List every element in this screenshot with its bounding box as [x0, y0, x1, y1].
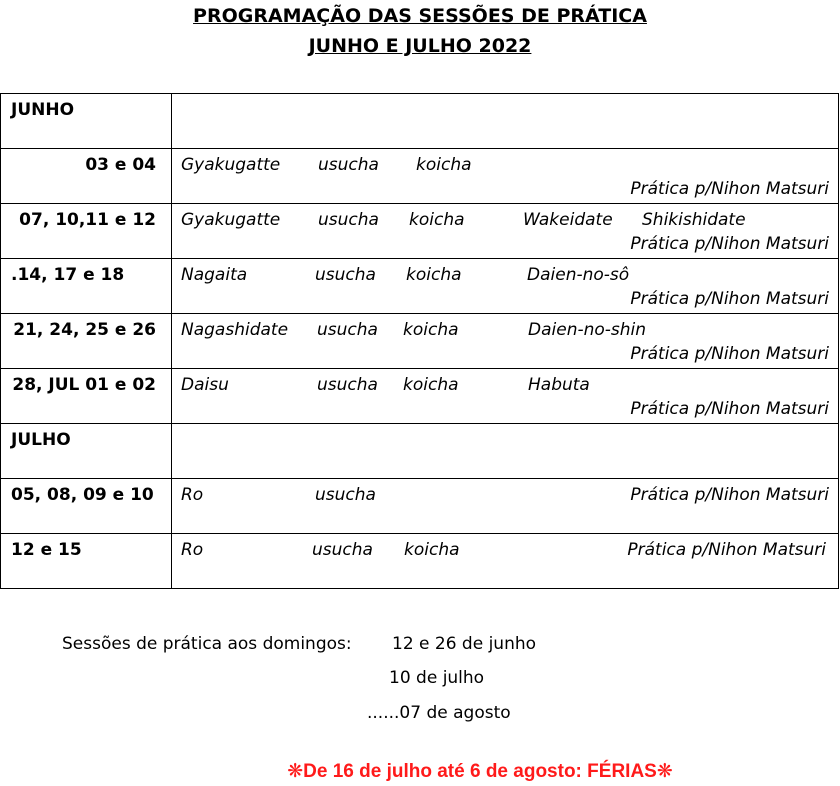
month-cell: [1, 94, 172, 149]
activity-item: koicha: [403, 375, 459, 395]
table-row: [1, 479, 839, 534]
activity-item: usucha: [317, 320, 378, 340]
session-dates: 21, 24, 25 e 26: [13, 320, 156, 340]
session-dates: 12 e 15: [11, 540, 82, 560]
practice-note: Prática p/Nihon Matsuri: [630, 234, 829, 254]
activity-item: koicha: [416, 155, 472, 175]
vacation-notice: ❋De 16 de julho até 6 de agosto: FÉRIAS❋: [287, 761, 673, 782]
sunday-date: ......07 de agosto: [367, 703, 511, 723]
table-row: [1, 259, 839, 314]
empty-cell: [172, 424, 839, 479]
activity-cell: [172, 479, 839, 534]
activity-item: Ro: [181, 540, 204, 560]
activity-cell: [172, 204, 839, 259]
table-row: [1, 149, 839, 204]
activity-item: koicha: [404, 540, 460, 560]
activity-item: Daien-no-shin: [528, 320, 647, 340]
session-dates: 28, JUL 01 e 02: [12, 375, 156, 395]
date-cell: [1, 479, 172, 534]
date-cell: [1, 534, 172, 589]
activity-item: Nagaita: [181, 265, 248, 285]
activity-item: Gyakugatte: [181, 155, 281, 175]
empty-cell: [172, 94, 839, 149]
table-row: [1, 204, 839, 259]
sunday-date: 10 de julho: [389, 668, 485, 688]
activity-item: usucha: [312, 540, 373, 560]
activity-cell: [172, 259, 839, 314]
activity-cell: [172, 314, 839, 369]
schedule-table: [0, 93, 839, 589]
practice-note: Prática p/Nihon Matsuri: [627, 540, 826, 560]
activity-item: Habuta: [528, 375, 590, 395]
month-label: JULHO: [11, 430, 71, 450]
activity-cell: [172, 149, 839, 204]
date-cell: [1, 149, 172, 204]
activity-item: koicha: [409, 210, 465, 230]
table-row: [1, 314, 839, 369]
date-cell: [1, 369, 172, 424]
session-dates: .14, 17 e 18: [11, 265, 125, 285]
session-dates: 05, 08, 09 e 10: [11, 485, 154, 505]
activity-item: Nagashidate: [181, 320, 289, 340]
activity-item: usucha: [315, 485, 376, 505]
document-subtitle: JUNHO E JULHO 2022: [308, 35, 532, 57]
month-row-june: [1, 94, 839, 149]
month-row-july: [1, 424, 839, 479]
practice-note: Prática p/Nihon Matsuri: [630, 289, 829, 309]
activity-item: usucha: [318, 210, 379, 230]
table-row: [1, 369, 839, 424]
activity-cell: [172, 534, 839, 589]
activity-item: usucha: [315, 265, 376, 285]
practice-note: Prática p/Nihon Matsuri: [630, 399, 829, 419]
table-row: [1, 534, 839, 589]
month-cell: [1, 424, 172, 479]
activity-item: Gyakugatte: [181, 210, 281, 230]
session-dates: 03 e 04: [85, 155, 156, 175]
date-cell: [1, 259, 172, 314]
activity-item: Ro: [181, 485, 204, 505]
session-dates: 07, 10,11 e 12: [19, 210, 156, 230]
sunday-date: 12 e 26 de junho: [392, 634, 537, 654]
activity-item: usucha: [317, 375, 378, 395]
date-cell: [1, 314, 172, 369]
document-title: PROGRAMAÇÃO DAS SESSÕES DE PRÁTICA: [193, 5, 647, 27]
activity-item: Shikishidate: [642, 210, 746, 230]
activity-item: Wakeidate: [523, 210, 613, 230]
activity-cell: [172, 369, 839, 424]
practice-note: Prática p/Nihon Matsuri: [630, 179, 829, 199]
activity-item: Daien-no-sô: [527, 265, 630, 285]
practice-note: Prática p/Nihon Matsuri: [630, 344, 829, 364]
month-label: JUNHO: [11, 100, 75, 120]
activity-item: usucha: [318, 155, 379, 175]
practice-note: Prática p/Nihon Matsuri: [630, 485, 829, 505]
activity-item: Daisu: [181, 375, 229, 395]
activity-item: koicha: [406, 265, 462, 285]
activity-item: koicha: [403, 320, 459, 340]
date-cell: [1, 204, 172, 259]
sunday-sessions-label: Sessões de prática aos domingos:: [62, 634, 352, 654]
